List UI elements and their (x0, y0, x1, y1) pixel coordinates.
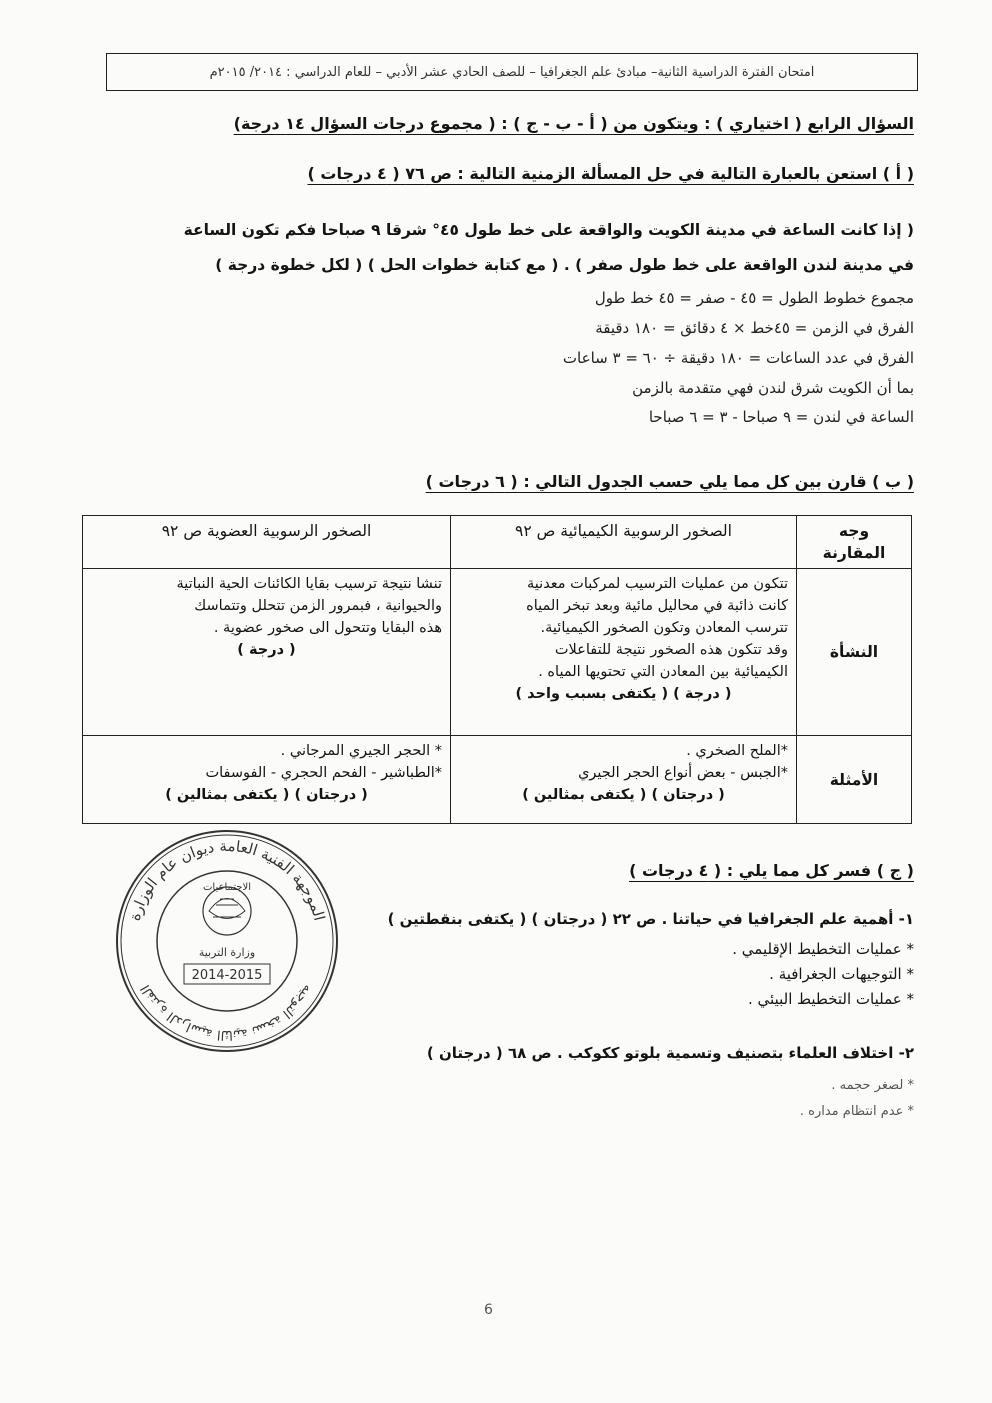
col-header-organic: الصخور الرسوبية العضوية ص ٩٢ (83, 516, 451, 569)
cell-text: تترسب المعادن وتكون الصخور الكيميائية. (540, 620, 788, 636)
cell-text: تتكون من عمليات الترسيب لمركبات معدنية (527, 576, 788, 592)
col-header-chemical: الصخور الرسوبية الكيميائية ص ٩٢ (451, 516, 797, 569)
solution-step: الساعة في لندن = ٩ صباحا - ٣ = ٦ صباحا (648, 408, 914, 426)
list-item: * عمليات التخطيط البيئي . (748, 990, 914, 1008)
cell-text: كانت ذائبة في محاليل مائية وبعد تبخر المياه (526, 598, 788, 614)
item-2-title: ٢- اختلاف العلماء بتصنيف وتسمية بلوتو ككوكب . ص ٦٨ ( درجتان ) (426, 1044, 914, 1062)
col-header-aspect: وجه المقارنة (797, 516, 912, 569)
table-header-row (83, 516, 912, 569)
seal-top-text: الموجهة الفنية العامة ديوان عام الوزارة (125, 836, 329, 923)
question-4-title: السؤال الرابع ( اختياري ) : ويتكون من ( أ - ب - ج ) : ( مجموع درجات السؤال ١٤ درجة) (233, 114, 914, 133)
cell-organic-origin (83, 569, 451, 736)
list-item: * لصغر حجمه . (831, 1078, 914, 1093)
grade-note: ( درجة ) ( يكتفى بسبب واحد ) (515, 686, 732, 702)
cell-text: *الجبس - بعض أنواع الحجر الجيري (578, 765, 788, 781)
table-row-examples (83, 736, 912, 824)
exam-header (106, 53, 918, 91)
table-row-origin (83, 569, 912, 736)
solution-step: الفرق في الزمن = ٤٥خط × ٤ دقائق = ١٨٠ دقيقة (595, 319, 914, 337)
seal-ring (121, 835, 333, 1047)
cell-text: وقد تتكون هذه الصخور نتيجة للتفاعلات (554, 642, 788, 658)
solution-step: الفرق في عدد الساعات = ١٨٠ دقيقة ÷ ٦٠ = ٣ ساعات (562, 349, 914, 367)
list-item: * عدم انتظام مداره . (799, 1104, 914, 1119)
comparison-table (82, 515, 912, 824)
ministry-seal (112, 826, 342, 1056)
cell-chemical-examples (451, 736, 797, 824)
cell-text: *الطباشير - الفحم الحجري - الفوسفات (205, 765, 442, 781)
cell-text: الكيميائية بين المعادن التي تحتويها المياه . (538, 664, 788, 680)
seal-outer-ring (117, 831, 337, 1051)
problem-line-1: ( إذا كانت الساعة في مدينة الكويت والواقعة على خط طول ٤٥° شرقا ٩ صباحا فكم تكون الساعة (183, 221, 914, 239)
cell-text: * الحجر الجيري المرجاني . (280, 743, 442, 759)
part-c-heading: ( ج ) فسر كل مما يلي : ( ٤ درجات ) (629, 861, 914, 880)
row-label-origin: النشأة (797, 569, 912, 736)
grade-note: ( درجتان ) ( يكتفى بمثالين ) (165, 787, 368, 803)
kuwait-emblem-icon (203, 887, 251, 935)
solution-step: مجموع خطوط الطول = ٤٥ - صفر = ٤٥ خط طول (594, 289, 914, 307)
grade-note: ( درجة ) (237, 642, 296, 658)
problem-line-2: في مدينة لندن الواقعة على خط طول صفر ) . ( مع كتابة خطوات الحل ) ( لكل خطوة درجة ) (215, 256, 914, 274)
cell-text: تنشا نتيجة ترسيب بقايا الكائنات الحية النباتية (176, 576, 442, 592)
seal-ministry: وزارة التربية (198, 946, 256, 959)
solution-step: بما أن الكويت شرق لندن فهي متقدمة بالزمن (632, 379, 914, 397)
grade-note: ( درجتان ) ( يكتفى بمثالين ) (522, 787, 725, 803)
seal-years: 2014-2015 (191, 968, 263, 983)
row-label-examples: الأمثلة (797, 736, 912, 824)
part-a-heading: ( أ ) استعن بالعبارة التالية في حل المسألة الزمنية التالية : ص ٧٦ ( ٤ درجات ) (307, 164, 914, 183)
cell-text: والحيوانية ، فبمرور الزمن تتحلل وتتماسك (194, 598, 442, 614)
cell-organic-examples (83, 736, 451, 824)
part-b-heading: ( ب ) قارن بين كل مما يلي حسب الجدول التالي : ( ٦ درجات ) (425, 472, 914, 491)
cell-chemical-origin (451, 569, 797, 736)
exam-title: امتحان الفترة الدراسية الثانية– مبادئ علم الجغرافيا – للصف الحادي عشر الأدبي – للعام الدراسي : ٢٠١٤/ ٢٠١٥م (209, 64, 815, 80)
item-1-title: ١- أهمية علم الجغرافيا في حياتنا . ص ٢٢ ( درجتان ) ( يكتفى بنقطتين ) (387, 910, 914, 928)
cell-text: هذه البقايا وتتحول الى صخور عضوية . (213, 620, 442, 636)
list-item: * التوجيهات الجغرافية . (769, 965, 914, 983)
page-number: 6 (484, 1302, 493, 1318)
cell-text: *الملح الصخري . (686, 743, 788, 759)
list-item: * عمليات التخطيط الإقليمي . (732, 940, 914, 958)
seal-subject: الاجتماعيات (203, 882, 251, 893)
seal-bottom-text: الفترة الدراسية الثانية نسخة التوجيه (138, 981, 316, 1043)
